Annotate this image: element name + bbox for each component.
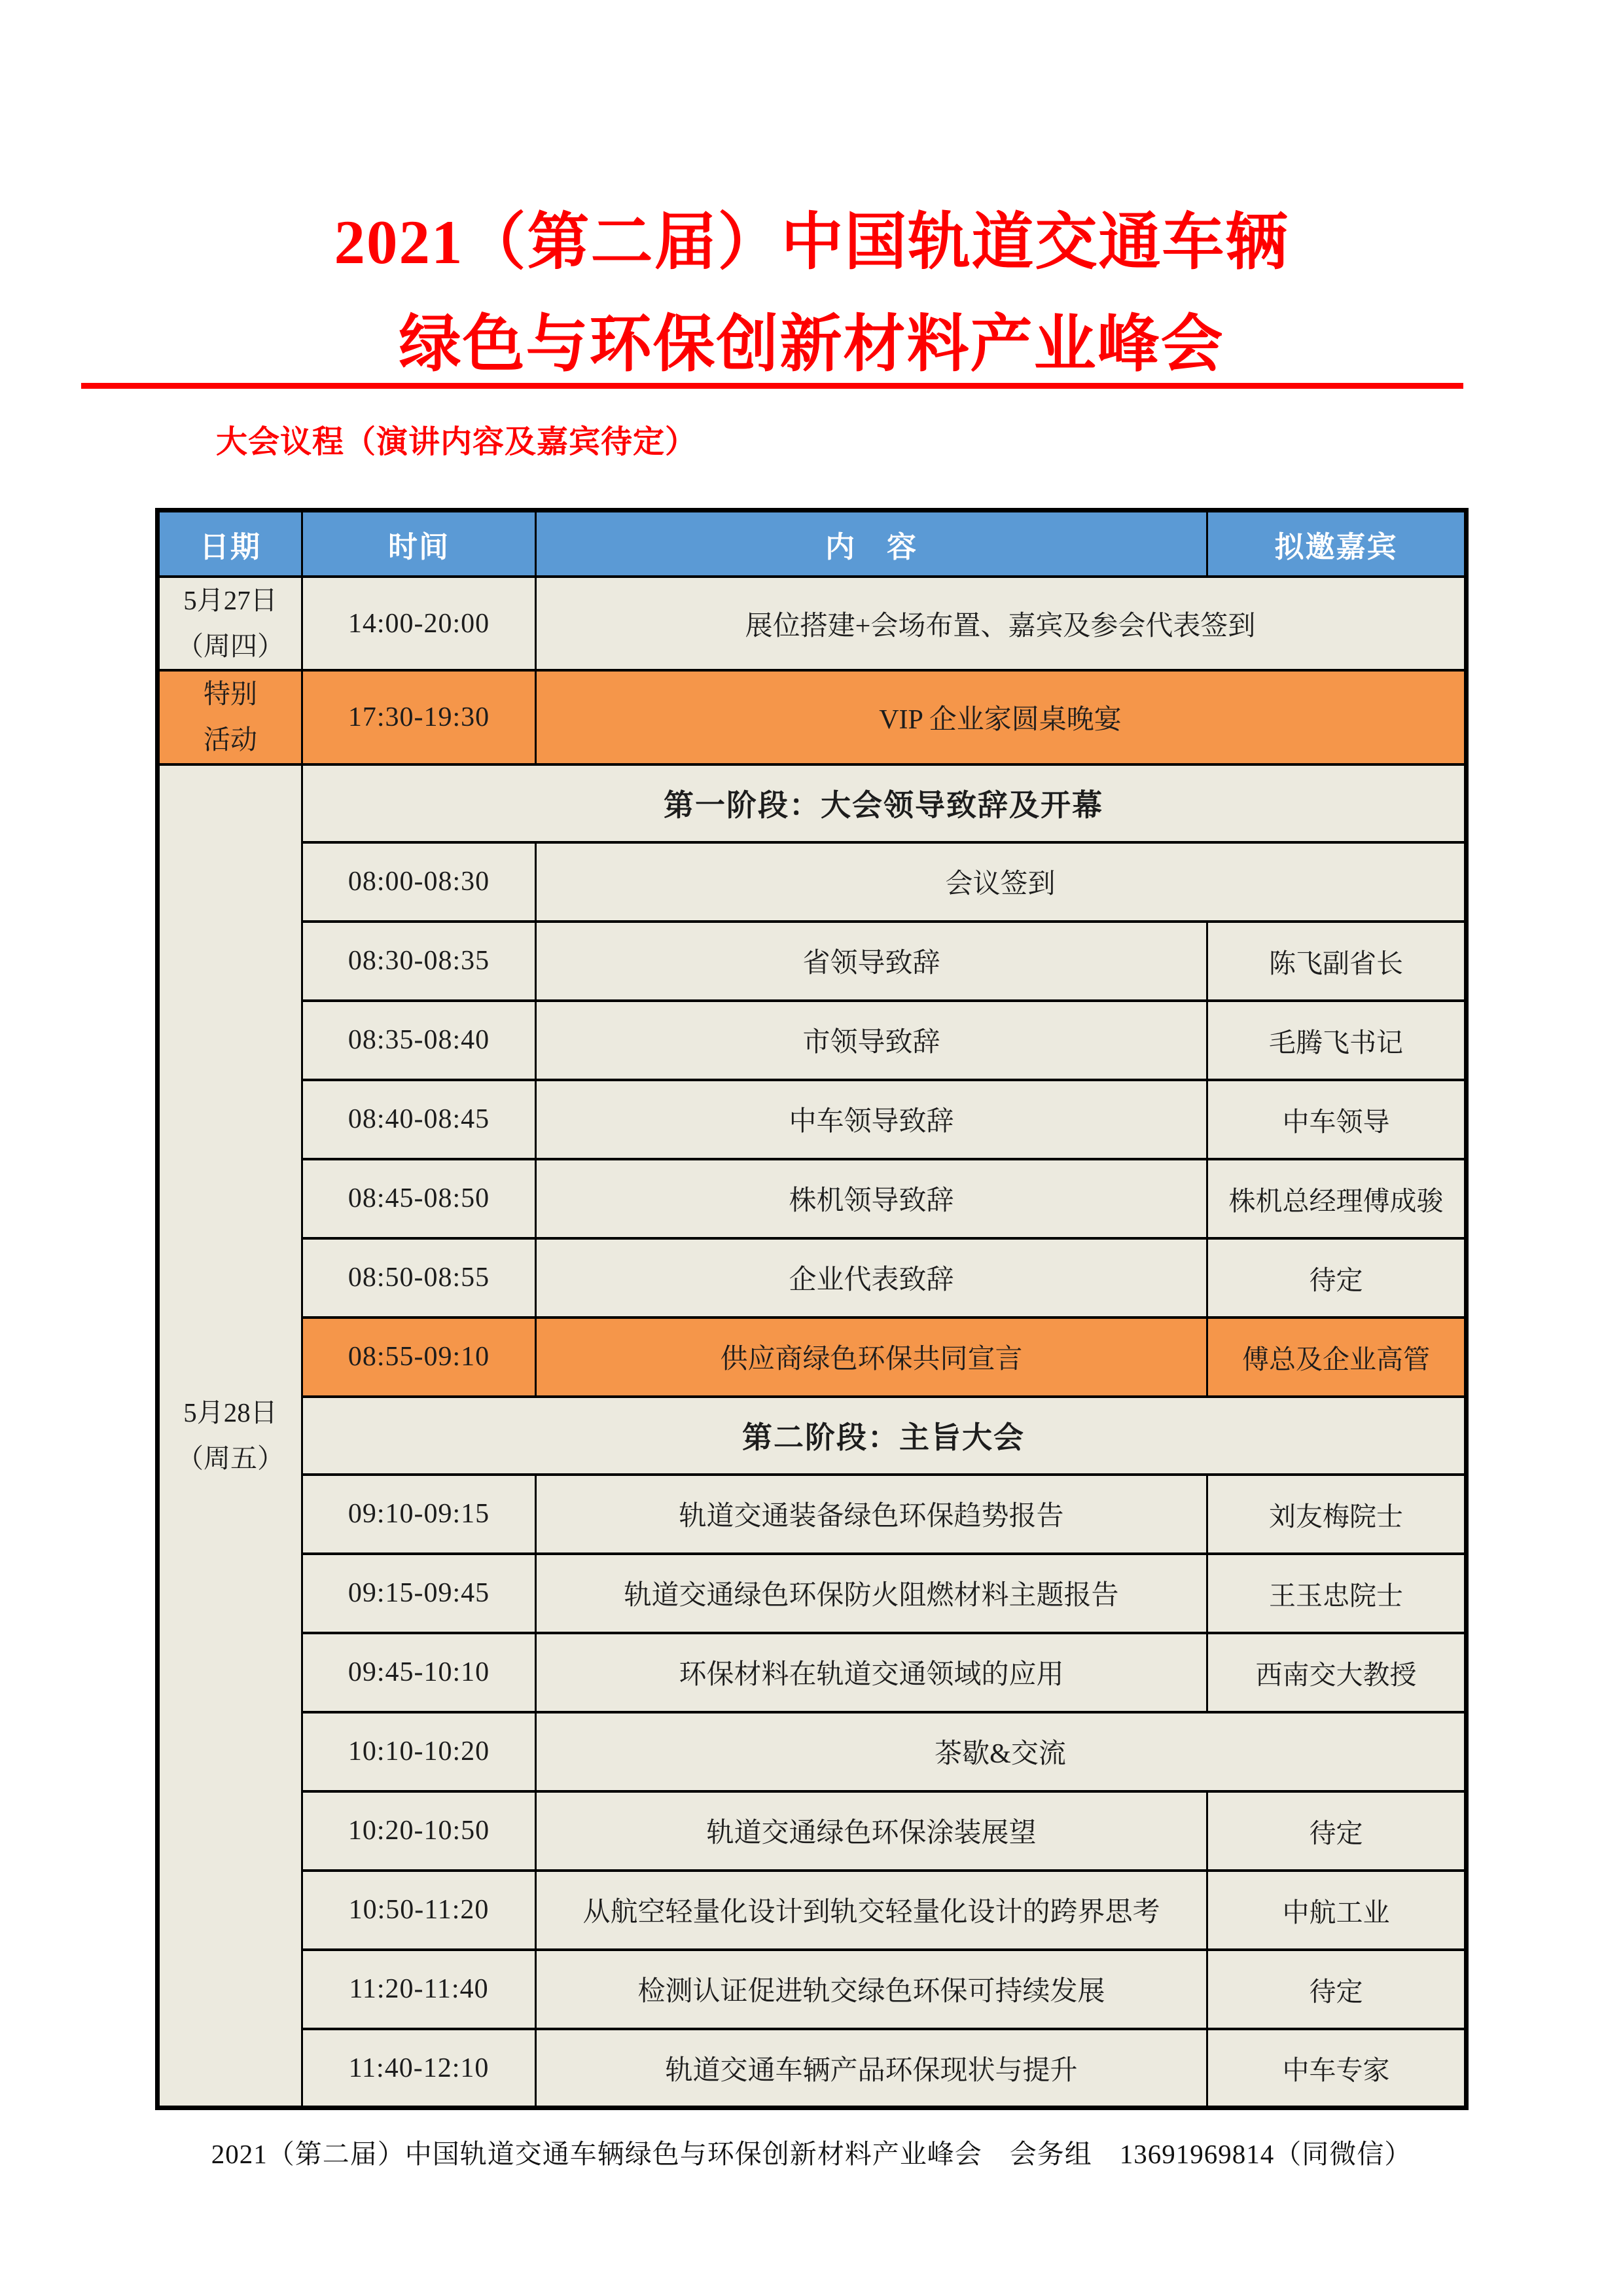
table-row — [158, 1950, 1467, 2029]
agenda-subtitle: 大会议程（演讲内容及嘉宾待定） — [216, 425, 698, 459]
time-cell: 08:50-08:55 — [302, 1238, 536, 1318]
guest-cell: 待定 — [1207, 1791, 1467, 1871]
content-cell: 茶歇&交流 — [536, 1712, 1467, 1791]
content-cell: 轨道交通绿色环保涂装展望 — [536, 1791, 1207, 1871]
guest-cell: 西南交大教授 — [1207, 1633, 1467, 1712]
table-row — [158, 1159, 1467, 1238]
time-cell: 11:20-11:40 — [302, 1950, 536, 2029]
table-row — [158, 764, 1467, 842]
content-cell: 供应商绿色环保共同宣言 — [536, 1318, 1207, 1397]
time-cell: 10:20-10:50 — [302, 1791, 536, 1871]
table-row — [158, 577, 1467, 670]
column-header-content: 内 容 — [536, 511, 1207, 577]
time-cell: 10:10-10:20 — [302, 1712, 536, 1791]
time-cell: 14:00-20:00 — [302, 577, 536, 670]
table-row — [158, 1080, 1467, 1159]
table-row — [158, 1871, 1467, 1950]
section-header-cell: 第一阶段：大会领导致辞及开幕 — [302, 764, 1467, 842]
guest-cell: 株机总经理傅成骏 — [1207, 1159, 1467, 1238]
time-cell: 09:45-10:10 — [302, 1633, 536, 1712]
agenda-table — [155, 508, 1469, 2110]
time-cell: 09:15-09:45 — [302, 1554, 536, 1633]
table-row — [158, 1712, 1467, 1791]
table-row — [158, 1318, 1467, 1397]
content-cell: 株机领导致辞 — [536, 1159, 1207, 1238]
content-cell: 省领导致辞 — [536, 922, 1207, 1001]
guest-cell: 中车领导 — [1207, 1080, 1467, 1159]
footer-contact-line: 2021（第二届）中国轨道交通车辆绿色与环保创新材料产业峰会 会务组 13691969814（同微信） — [211, 2139, 1412, 2169]
time-cell: 08:00-08:30 — [302, 842, 536, 922]
content-cell: VIP 企业家圆桌晚宴 — [536, 670, 1467, 764]
guest-cell: 傅总及企业高管 — [1207, 1318, 1467, 1397]
content-cell: 轨道交通装备绿色环保趋势报告 — [536, 1475, 1207, 1554]
table-row — [158, 842, 1467, 922]
guest-cell: 陈飞副省长 — [1207, 922, 1467, 1001]
time-cell: 08:40-08:45 — [302, 1080, 536, 1159]
date-cell: 5月27日 （周四） — [158, 577, 302, 670]
guest-cell: 刘友梅院士 — [1207, 1475, 1467, 1554]
table-row — [158, 922, 1467, 1001]
title-divider-rule — [81, 383, 1463, 389]
guest-cell: 王玉忠院士 — [1207, 1554, 1467, 1633]
time-cell: 17:30-19:30 — [302, 670, 536, 764]
table-row — [158, 1791, 1467, 1871]
table-row — [158, 1397, 1467, 1475]
time-cell: 08:35-08:40 — [302, 1001, 536, 1080]
column-header-time: 时间 — [302, 511, 536, 577]
date-cell: 特别 活动 — [158, 670, 302, 764]
table-header-row — [158, 511, 1467, 577]
content-cell: 轨道交通绿色环保防火阻燃材料主题报告 — [536, 1554, 1207, 1633]
table-row — [158, 1238, 1467, 1318]
section-header-cell: 第二阶段：主旨大会 — [302, 1397, 1467, 1475]
table-row — [158, 2029, 1467, 2108]
time-cell: 09:10-09:15 — [302, 1475, 536, 1554]
guest-cell: 待定 — [1207, 1950, 1467, 2029]
table-row — [158, 1475, 1467, 1554]
content-cell: 检测认证促进轨交绿色环保可持续发展 — [536, 1950, 1207, 2029]
time-cell: 08:55-09:10 — [302, 1318, 536, 1397]
title-line-2: 绿色与环保创新材料产业峰会 — [399, 310, 1224, 379]
table-row — [158, 1001, 1467, 1080]
time-cell: 11:40-12:10 — [302, 2029, 536, 2108]
guest-cell: 中车专家 — [1207, 2029, 1467, 2108]
guest-cell: 待定 — [1207, 1238, 1467, 1318]
time-cell: 10:50-11:20 — [302, 1871, 536, 1950]
content-cell: 轨道交通车辆产品环保现状与提升 — [536, 2029, 1207, 2108]
time-cell: 08:45-08:50 — [302, 1159, 536, 1238]
guest-cell: 毛腾飞书记 — [1207, 1001, 1467, 1080]
table-row — [158, 1554, 1467, 1633]
title-line-1: 2021（第二届）中国轨道交通车辆 — [334, 207, 1289, 277]
content-cell: 市领导致辞 — [536, 1001, 1207, 1080]
content-cell: 环保材料在轨道交通领域的应用 — [536, 1633, 1207, 1712]
content-cell: 企业代表致辞 — [536, 1238, 1207, 1318]
column-header-guest: 拟邀嘉宾 — [1207, 511, 1467, 577]
guest-cell: 中航工业 — [1207, 1871, 1467, 1950]
time-cell: 08:30-08:35 — [302, 922, 536, 1001]
table-row — [158, 1633, 1467, 1712]
content-cell: 展位搭建+会场布置、嘉宾及参会代表签到 — [536, 577, 1467, 670]
table-row — [158, 670, 1467, 764]
content-cell: 中车领导致辞 — [536, 1080, 1207, 1159]
content-cell: 会议签到 — [536, 842, 1467, 922]
content-cell: 从航空轻量化设计到轨交轻量化设计的跨界思考 — [536, 1871, 1207, 1950]
column-header-date: 日期 — [158, 511, 302, 577]
page-title — [0, 191, 1623, 395]
date-cell: 5月28日 （周五） — [158, 764, 302, 2108]
